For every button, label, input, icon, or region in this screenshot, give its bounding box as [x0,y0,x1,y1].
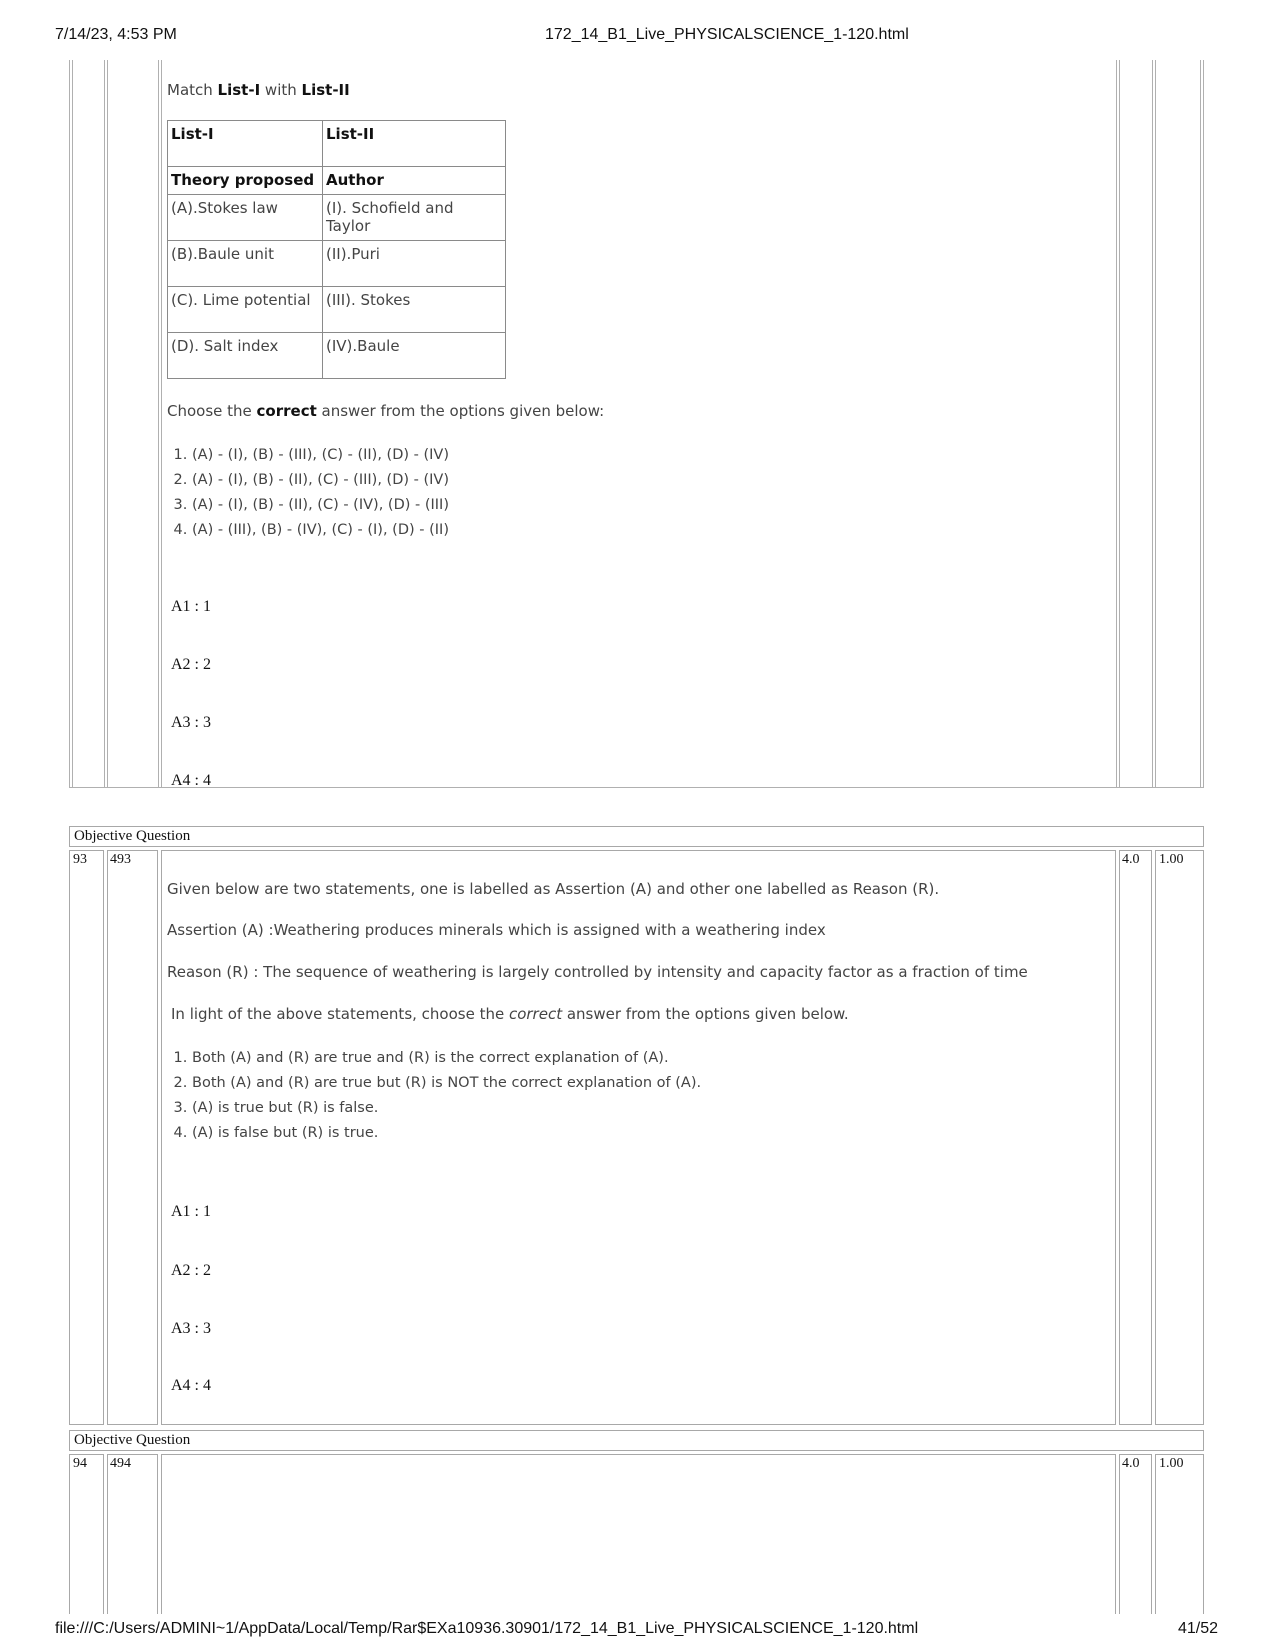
print-footer [0,1620,1275,1644]
table-subheader-cell: Theory proposed [168,167,323,195]
list-item: 2. Both (A) and (R) are true but (R) is NOT the correct explanation of (A). [192,1071,701,1096]
question-marks: 4.0 [1122,852,1140,867]
print-datetime: 7/14/23, 4:53 PM [55,26,177,43]
negative-marks-cell [1155,1454,1204,1614]
table-cell: (IV).Baule [323,333,506,379]
table-cell: (I). Schofield and Taylor [323,195,506,241]
match-list-instruction: Match List-I with List-II [167,81,350,99]
question-negative-marks: 1.00 [1159,1456,1184,1471]
qid-cell [107,1454,158,1614]
print-doc-title: 172_14_B1_Live_PHYSICALSCIENCE_1-120.html [545,26,909,43]
table-cell: (B).Baule unit [168,241,323,287]
table-cell: (II).Puri [323,241,506,287]
table-header-cell: List-I [168,121,323,167]
light-instruction: In light of the above statements, choose the correct answer from the options given below. [171,1005,849,1023]
grid-line [1152,60,1153,788]
table-row [168,195,506,241]
grid-line [1200,60,1201,788]
grid-line [69,787,1204,788]
table-cell: (III). Stokes [323,287,506,333]
negative-marks-cell [1155,850,1204,1425]
table-row [168,333,506,379]
answer-a3: A3 : 3 [171,714,211,731]
grid-line [107,60,108,788]
print-file-url: file:///C:/Users/ADMINI~1/AppData/Local/Temp/Rar$EXa10936.30901/172_14_B1_Live_PHYSICALSCIENCE_1-120.html [55,1620,919,1637]
option-list [166,443,449,543]
list-item: 1. (A) - (I), (B) - (III), (C) - (II), (D) - (IV) [192,443,449,468]
list-item: 2. (A) - (I), (B) - (II), (C) - (III), (D) - (IV) [192,468,449,493]
answer-a4: A4 : 4 [171,772,211,789]
table-cell: (A).Stokes law [168,195,323,241]
section-label: Objective Question [74,828,191,844]
sno-cell [69,850,104,1425]
question-body-cell [161,1454,1116,1614]
grid-line [69,60,70,788]
list-item: 3. (A) is true but (R) is false. [192,1096,701,1121]
table-row [168,121,506,167]
table-cell: (C). Lime potential [168,287,323,333]
table-cell: (D). Salt index [168,333,323,379]
marks-cell [1119,850,1152,1425]
qid-cell [107,850,158,1425]
grid-line [158,60,159,788]
assertion-text: Assertion (A) :Weathering produces minerals which is assigned with a weathering index [167,921,826,939]
question-negative-marks: 1.00 [1159,852,1184,867]
list-item: 3. (A) - (I), (B) - (II), (C) - (IV), (D) - (III) [192,493,449,518]
grid-line [104,60,105,788]
answer-a1: A1 : 1 [171,1203,211,1220]
grid-line [161,60,162,788]
table-row [168,287,506,333]
question-serial: 94 [73,1456,87,1471]
table-header-cell: List-II [323,121,506,167]
grid-line [1203,60,1204,788]
grid-line [1116,60,1117,788]
section-label: Objective Question [74,1432,191,1448]
list-item: 4. (A) is false but (R) is true. [192,1121,701,1146]
grid-line [1119,60,1120,788]
question-marks: 4.0 [1122,1456,1140,1471]
answer-a1: A1 : 1 [171,598,211,615]
print-page-indicator: 41/52 [1178,1620,1219,1637]
reason-text: Reason (R) : The sequence of weathering is largely controlled by intensity and capacity factor as a fraction of time [167,963,1028,981]
answer-a3: A3 : 3 [171,1320,211,1337]
match-list-table [167,120,506,379]
answer-a2: A2 : 2 [171,656,211,673]
question-id: 493 [110,852,131,867]
grid-line [72,60,73,788]
sno-cell [69,1454,104,1614]
marks-cell [1119,1454,1152,1614]
list-item: 4. (A) - (III), (B) - (IV), (C) - (I), (D) - (II) [192,518,449,543]
answer-a4: A4 : 4 [171,1377,211,1394]
option-list [166,1046,701,1146]
list-item: 1. Both (A) and (R) are true and (R) is the correct explanation of (A). [192,1046,701,1071]
section-label-box [69,826,1204,847]
grid-line [1155,60,1156,788]
section-label-box [69,1430,1204,1451]
question-id: 494 [110,1456,131,1471]
table-row [168,241,506,287]
question-serial: 93 [73,852,87,867]
table-subheader-cell: Author [323,167,506,195]
table-row [168,167,506,195]
choose-instruction: Choose the correct answer from the options given below: [167,402,605,420]
answer-a2: A2 : 2 [171,1262,211,1279]
print-header [0,26,1275,50]
question-statement: Given below are two statements, one is labelled as Assertion (A) and other one labelled as Reason (R). [167,880,940,898]
